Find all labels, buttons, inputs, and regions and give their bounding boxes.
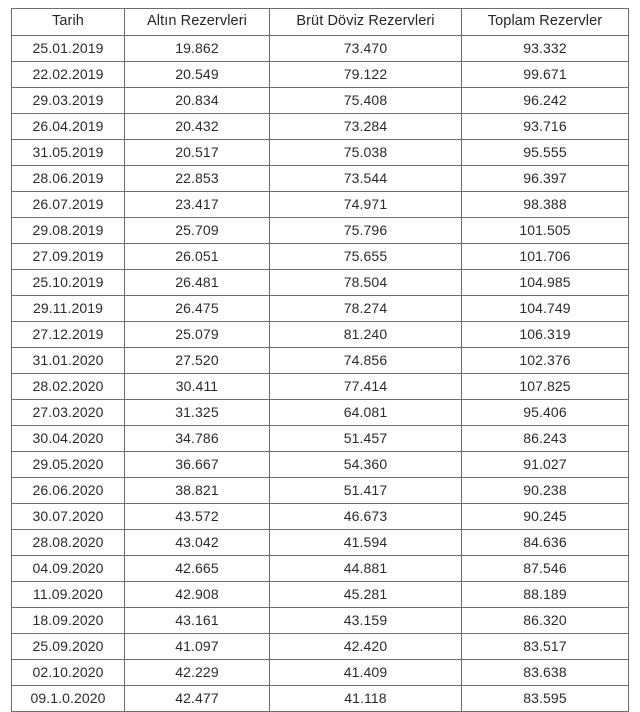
- cell-fx: 42.420: [270, 634, 462, 660]
- cell-total: 84.636: [462, 530, 629, 556]
- cell-date: 28.06.2019: [12, 166, 125, 192]
- cell-gold: 42.908: [125, 582, 270, 608]
- cell-total: 83.638: [462, 660, 629, 686]
- cell-fx: 78.274: [270, 296, 462, 322]
- cell-gold: 43.572: [125, 504, 270, 530]
- cell-fx: 41.594: [270, 530, 462, 556]
- cell-gold: 19.862: [125, 36, 270, 62]
- cell-gold: 43.042: [125, 530, 270, 556]
- table-header: [12, 9, 629, 36]
- cell-fx: 73.544: [270, 166, 462, 192]
- cell-fx: 41.118: [270, 686, 462, 712]
- cell-gold: 30.411: [125, 374, 270, 400]
- table-row: [12, 374, 629, 400]
- cell-gold: 26.481: [125, 270, 270, 296]
- cell-fx: 64.081: [270, 400, 462, 426]
- cell-total: 88.189: [462, 582, 629, 608]
- cell-date: 26.07.2019: [12, 192, 125, 218]
- table-row: [12, 452, 629, 478]
- cell-date: 09.1.0.2020: [12, 686, 125, 712]
- cell-gold: 41.097: [125, 634, 270, 660]
- column-header-date: Tarih: [12, 9, 125, 36]
- cell-date: 31.01.2020: [12, 348, 125, 374]
- table-header-row: [12, 9, 629, 36]
- cell-fx: 46.673: [270, 504, 462, 530]
- cell-total: 104.749: [462, 296, 629, 322]
- cell-fx: 51.417: [270, 478, 462, 504]
- cell-date: 27.03.2020: [12, 400, 125, 426]
- cell-fx: 43.159: [270, 608, 462, 634]
- table-row: [12, 322, 629, 348]
- cell-date: 27.09.2019: [12, 244, 125, 270]
- table-row: [12, 244, 629, 270]
- cell-date: 26.04.2019: [12, 114, 125, 140]
- cell-total: 101.505: [462, 218, 629, 244]
- reserves-table-container: [11, 8, 628, 707]
- column-header-gold: Altın Rezervleri: [125, 9, 270, 36]
- cell-fx: 73.470: [270, 36, 462, 62]
- cell-gold: 20.834: [125, 88, 270, 114]
- table-row: [12, 634, 629, 660]
- table-row: [12, 62, 629, 88]
- cell-total: 93.716: [462, 114, 629, 140]
- cell-fx: 79.122: [270, 62, 462, 88]
- cell-total: 95.406: [462, 400, 629, 426]
- table-row: [12, 530, 629, 556]
- cell-gold: 26.051: [125, 244, 270, 270]
- cell-gold: 26.475: [125, 296, 270, 322]
- cell-date: 28.08.2020: [12, 530, 125, 556]
- table-row: [12, 114, 629, 140]
- cell-gold: 20.517: [125, 140, 270, 166]
- cell-fx: 54.360: [270, 452, 462, 478]
- table-row: [12, 426, 629, 452]
- table-body: [12, 36, 629, 712]
- cell-total: 87.546: [462, 556, 629, 582]
- table-row: [12, 348, 629, 374]
- cell-fx: 44.881: [270, 556, 462, 582]
- table-row: [12, 192, 629, 218]
- cell-fx: 74.856: [270, 348, 462, 374]
- cell-date: 26.06.2020: [12, 478, 125, 504]
- cell-date: 25.01.2019: [12, 36, 125, 62]
- cell-date: 25.09.2020: [12, 634, 125, 660]
- cell-total: 86.320: [462, 608, 629, 634]
- cell-total: 95.555: [462, 140, 629, 166]
- column-header-total: Toplam Rezervler: [462, 9, 629, 36]
- cell-gold: 20.549: [125, 62, 270, 88]
- cell-total: 90.245: [462, 504, 629, 530]
- cell-fx: 78.504: [270, 270, 462, 296]
- cell-date: 11.09.2020: [12, 582, 125, 608]
- cell-date: 18.09.2020: [12, 608, 125, 634]
- cell-gold: 25.709: [125, 218, 270, 244]
- cell-fx: 81.240: [270, 322, 462, 348]
- table-row: [12, 218, 629, 244]
- table-row: [12, 88, 629, 114]
- cell-total: 93.332: [462, 36, 629, 62]
- cell-date: 29.11.2019: [12, 296, 125, 322]
- cell-gold: 43.161: [125, 608, 270, 634]
- cell-date: 22.02.2019: [12, 62, 125, 88]
- table-row: [12, 608, 629, 634]
- table-row: [12, 556, 629, 582]
- table-row: [12, 686, 629, 712]
- cell-gold: 38.821: [125, 478, 270, 504]
- table-row: [12, 660, 629, 686]
- cell-fx: 77.414: [270, 374, 462, 400]
- table-row: [12, 400, 629, 426]
- cell-date: 27.12.2019: [12, 322, 125, 348]
- table-row: [12, 504, 629, 530]
- cell-total: 104.985: [462, 270, 629, 296]
- cell-total: 83.517: [462, 634, 629, 660]
- column-header-fx: Brüt Döviz Rezervleri: [270, 9, 462, 36]
- cell-gold: 27.520: [125, 348, 270, 374]
- table-row: [12, 582, 629, 608]
- cell-gold: 42.477: [125, 686, 270, 712]
- cell-total: 98.388: [462, 192, 629, 218]
- cell-total: 106.319: [462, 322, 629, 348]
- cell-gold: 20.432: [125, 114, 270, 140]
- cell-fx: 41.409: [270, 660, 462, 686]
- cell-gold: 25.079: [125, 322, 270, 348]
- cell-date: 02.10.2020: [12, 660, 125, 686]
- reserves-table: [11, 8, 629, 712]
- table-row: [12, 166, 629, 192]
- cell-fx: 74.971: [270, 192, 462, 218]
- cell-date: 29.08.2019: [12, 218, 125, 244]
- cell-date: 29.05.2020: [12, 452, 125, 478]
- cell-date: 29.03.2019: [12, 88, 125, 114]
- table-row: [12, 296, 629, 322]
- cell-total: 86.243: [462, 426, 629, 452]
- cell-gold: 36.667: [125, 452, 270, 478]
- cell-gold: 34.786: [125, 426, 270, 452]
- cell-date: 28.02.2020: [12, 374, 125, 400]
- cell-date: 31.05.2019: [12, 140, 125, 166]
- cell-gold: 31.325: [125, 400, 270, 426]
- table-row: [12, 36, 629, 62]
- cell-total: 107.825: [462, 374, 629, 400]
- cell-total: 102.376: [462, 348, 629, 374]
- cell-gold: 42.665: [125, 556, 270, 582]
- cell-gold: 22.853: [125, 166, 270, 192]
- cell-date: 04.09.2020: [12, 556, 125, 582]
- cell-gold: 23.417: [125, 192, 270, 218]
- cell-total: 96.242: [462, 88, 629, 114]
- table-row: [12, 270, 629, 296]
- cell-date: 25.10.2019: [12, 270, 125, 296]
- cell-total: 96.397: [462, 166, 629, 192]
- cell-fx: 75.038: [270, 140, 462, 166]
- cell-fx: 73.284: [270, 114, 462, 140]
- cell-total: 91.027: [462, 452, 629, 478]
- cell-total: 83.595: [462, 686, 629, 712]
- table-row: [12, 140, 629, 166]
- cell-total: 101.706: [462, 244, 629, 270]
- cell-fx: 45.281: [270, 582, 462, 608]
- cell-total: 99.671: [462, 62, 629, 88]
- cell-date: 30.04.2020: [12, 426, 125, 452]
- cell-fx: 75.655: [270, 244, 462, 270]
- cell-gold: 42.229: [125, 660, 270, 686]
- table-row: [12, 478, 629, 504]
- cell-fx: 75.796: [270, 218, 462, 244]
- cell-fx: 51.457: [270, 426, 462, 452]
- cell-fx: 75.408: [270, 88, 462, 114]
- cell-date: 30.07.2020: [12, 504, 125, 530]
- cell-total: 90.238: [462, 478, 629, 504]
